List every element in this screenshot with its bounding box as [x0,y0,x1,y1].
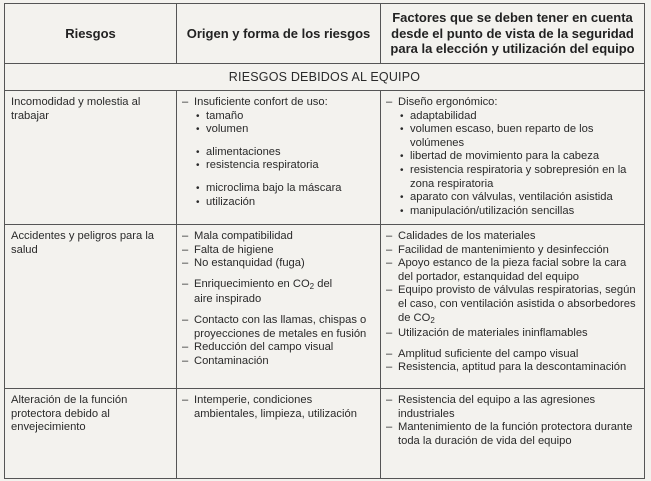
list-item: – Mala compatibilidad [182,230,375,244]
list-item: – Amplitud suficiente del campo visual [386,348,639,362]
origin-cell [177,91,381,225]
list-item: • resistencia respiratoria y sobrepresión en la zona respiratoria [386,164,639,191]
list-item: • utilización [182,196,375,210]
table-row [5,225,645,389]
subscript: 2 [430,315,435,325]
list-item: • libertad de movimiento para la cabeza [386,150,639,164]
co2-suffix: del [314,277,333,290]
list-item: – Calidades de los materiales [386,230,639,244]
list-item [386,284,639,327]
factor-cell [381,91,645,225]
factor-cell [381,225,645,389]
list-item: – Intemperie, condiciones ambientales, limpieza, utilización [182,394,375,421]
table-row [5,91,645,225]
header-factores: Factores que se deben tener en cuenta desde el punto de vista de la seguridad para la elección y utilización del equipo [381,4,645,64]
list-item: • manipulación/utilización sencillas [386,205,639,219]
list-item: – Resistencia del equipo a las agresiones industriales [386,394,639,421]
list-item: – Falta de higiene [182,244,375,258]
risk-cell: Alteración de la función protectora debido al envejecimiento [5,389,177,479]
list-item: • adaptabilidad [386,110,639,124]
list-item: • alimentaciones [182,146,375,160]
list-item: – Apoyo estanco de la pieza facial sobre la cara del portador, estanquidad del equipo [386,257,639,284]
risk-cell: Accidentes y peligros para la salud [5,225,177,389]
list-item [182,278,375,307]
list-item: • microclima bajo la máscara [182,182,375,196]
section-row [5,64,645,91]
list-item: – Facilidad de mantenimiento y desinfección [386,244,639,258]
subscript: 2 [309,281,315,291]
factor-cell [381,389,645,479]
list-item: • resistencia respiratoria [182,159,375,173]
header-riesgos: Riesgos [5,4,177,64]
list-item: • aparato con válvulas, ventilación asistida [386,191,639,205]
list-item: • volumen [182,123,375,137]
list-item: – Contaminación [182,355,375,369]
risk-table [4,3,645,479]
list-item: – Contacto con las llamas, chispas o proyecciones de metales en fusión [182,314,375,341]
list-item: – Resistencia, aptitud para la descontaminación [386,361,639,375]
list-item: – Diseño ergonómico: [386,96,639,110]
list-item: • volumen escaso, buen reparto de los volúmenes [386,123,639,150]
header-row [5,4,645,64]
list-item: – No estanquidad (fuga) [182,257,375,271]
list-item: • tamaño [182,110,375,124]
header-origen: Origen y forma de los riesgos [177,4,381,64]
origin-cell [177,389,381,479]
list-item: – Reducción del campo visual [182,341,375,355]
co2-factor-text: Equipo provisto de válvulas respiratorias, según el caso, con ventilación asistida o absorbedores de CO [398,284,636,324]
co2-text-cont: aire inspirado [194,293,262,306]
table-row [5,389,645,479]
risk-cell: Incomodidad y molestia al trabajar [5,91,177,225]
list-item: – Insuficiente confort de uso: [182,96,375,110]
section-title: RIESGOS DEBIDOS AL EQUIPO [5,64,645,91]
list-item: – Mantenimiento de la función protectora durante toda la duración de vida del equipo [386,421,639,448]
list-item: – Utilización de materiales ininflamables [386,327,639,341]
co2-text: Enriquecimiento en CO [194,277,310,290]
origin-cell [177,225,381,389]
